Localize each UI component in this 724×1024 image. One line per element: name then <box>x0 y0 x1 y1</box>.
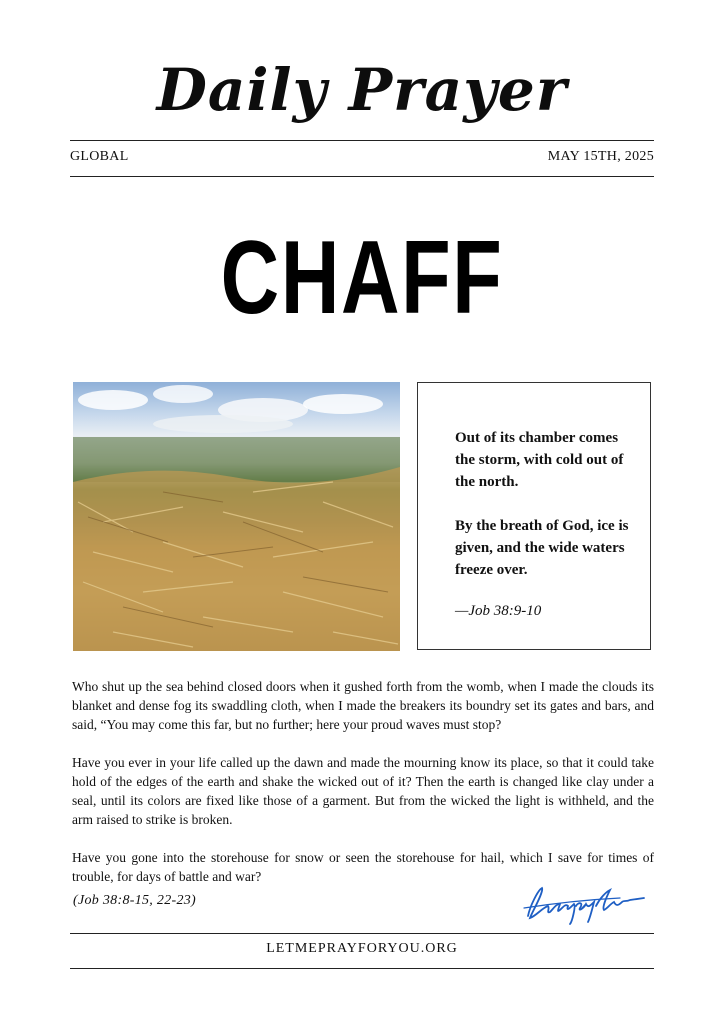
body-paragraph-1: Who shut up the sea behind closed doors when it gushed forth from the womb, when I made the clouds its blanket and dense fog its swaddling cloth, when I made the breakers its boundry set its gates and bars, and said, “You may come this far, but no further; here your proud waves must stop? <box>72 679 654 732</box>
signature-image <box>520 878 650 928</box>
quote-text <box>455 427 635 603</box>
footer-top-rule <box>70 933 654 934</box>
quote-stanza-2: By the breath of God, ice is given, and the wide waters freeze over. <box>455 518 629 578</box>
region-label: GLOBAL <box>70 149 129 164</box>
body-paragraph-2: Have you ever in your life called up the dawn and made the mourning know its place, so that it could take hold of the edges of the earth and shake the wicked out of it? Then the earth is changed like clay under a seal, until its colors are fixed like those of a garment. But from the wicked the light is withheld, and the arm raised to strike is broken. <box>72 755 654 827</box>
dateline-rule <box>70 176 654 177</box>
body-citation: (Job 38:8-15, 22-23) <box>73 893 197 908</box>
body-paragraph-3: Have you gone into the storehouse for snow or seen the storehouse for hail, which I save for times of trouble, for days of battle and war? <box>72 850 654 884</box>
quote-stanza-1: Out of its chamber comes the storm, with cold out of the north. <box>455 430 624 490</box>
masthead-title: Daily Prayer <box>156 56 568 124</box>
footer-bottom-rule <box>70 968 654 969</box>
quote-reference: —Job 38:9-10 <box>455 603 542 619</box>
body-text <box>72 677 654 905</box>
top-rule <box>70 140 654 141</box>
date-label: MAY 15TH, 2025 <box>547 149 654 164</box>
footer-site-link[interactable]: LETMEPRAYFORYOU.ORG <box>266 941 458 956</box>
scripture-quote-box <box>417 382 651 650</box>
headline: CHAFF <box>220 220 504 336</box>
wheat-field-image <box>73 382 400 651</box>
